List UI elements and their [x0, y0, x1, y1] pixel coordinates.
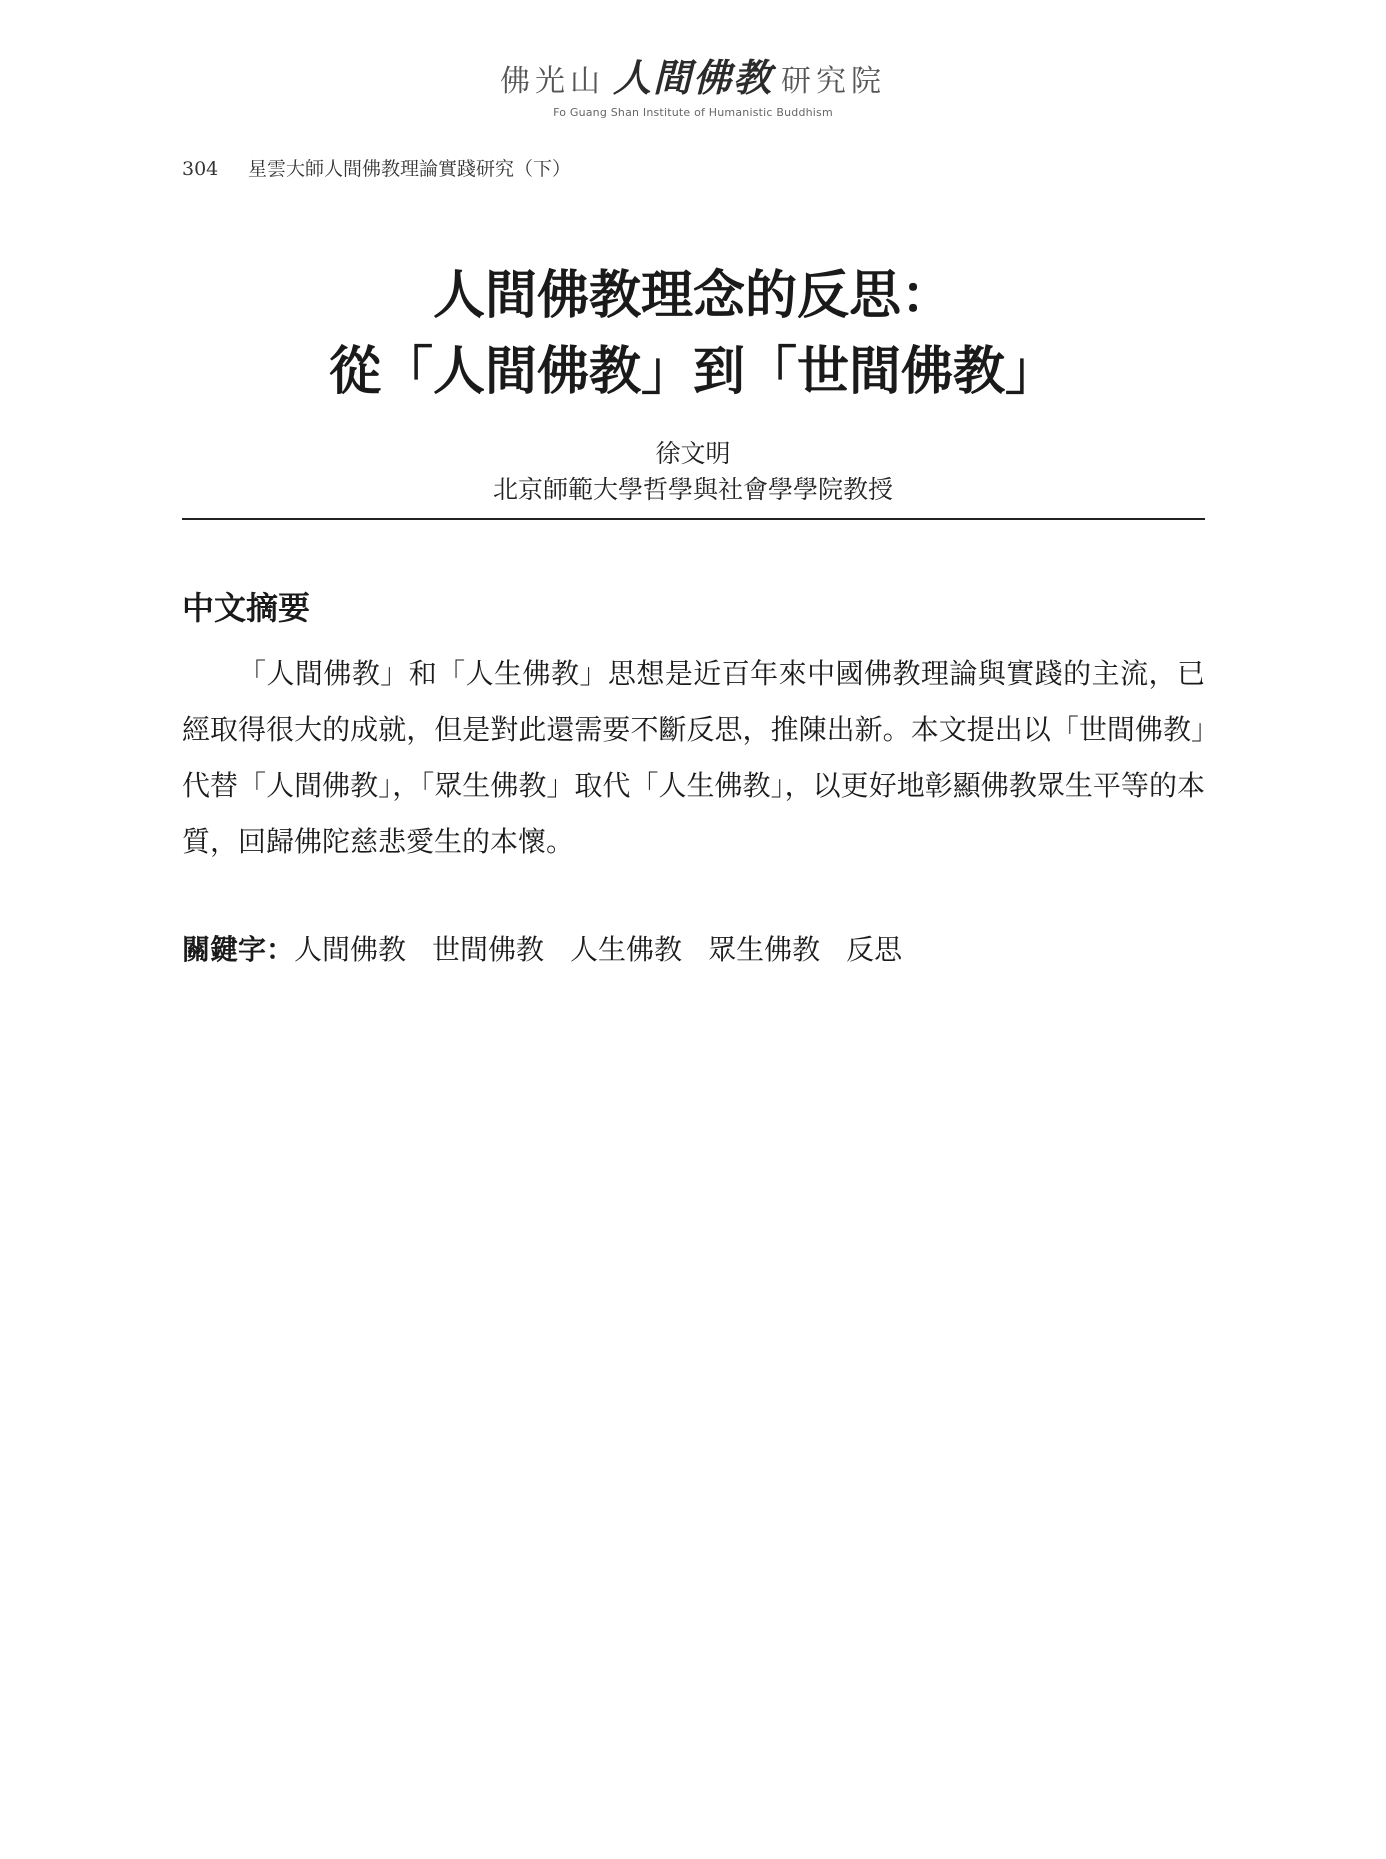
institute-header [0, 55, 1386, 119]
article-title [0, 258, 1386, 410]
title-divider [182, 518, 1205, 520]
institute-name-left: 佛光山 [499, 64, 605, 99]
keyword-item: 世間佛教 [432, 933, 545, 966]
keyword-item: 反思 [846, 933, 903, 966]
page-number: 304 [182, 158, 219, 180]
title-line-2: 從「人間佛教」到「世間佛教」 [328, 341, 1057, 402]
author-block [0, 436, 1386, 508]
book-title: 星雲大師人間佛教理論實踐研究（下） [248, 158, 572, 180]
author-name: 徐文明 [655, 439, 731, 468]
keyword-item: 人生佛教 [570, 933, 683, 966]
abstract-body: 「人間佛教」和「人生佛教」思想是近百年來中國佛教理論與實踐的主流，已經取得很大的成就，但是對此還需要不斷反思，推陳出新。本文提出以「世間佛教」代替「人間佛教」，「眾生佛教」取代「人生佛教」，以更好地彰顯佛教眾生平等的本質，回歸佛陀慈悲愛生的本懷。 [182, 657, 1205, 858]
keyword-item: 人間佛教 [294, 933, 407, 966]
title-line-1: 人間佛教理念的反思： [432, 265, 953, 326]
keywords-label: 關鍵字： [182, 933, 295, 966]
institute-name-right: 研究院 [781, 64, 886, 99]
abstract-heading: 中文摘要 [182, 589, 311, 627]
keywords-line [182, 928, 928, 968]
keyword-item: 眾生佛教 [708, 933, 821, 966]
running-header [182, 154, 571, 181]
institute-name-english: Fo Guang Shan Institute of Humanistic Buddhism [553, 106, 833, 119]
author-affiliation: 北京師範大學哲學與社會學學院教授 [492, 475, 893, 504]
institute-name-calligraphy: 人間佛教 [612, 55, 773, 100]
institute-logo [0, 55, 1386, 102]
